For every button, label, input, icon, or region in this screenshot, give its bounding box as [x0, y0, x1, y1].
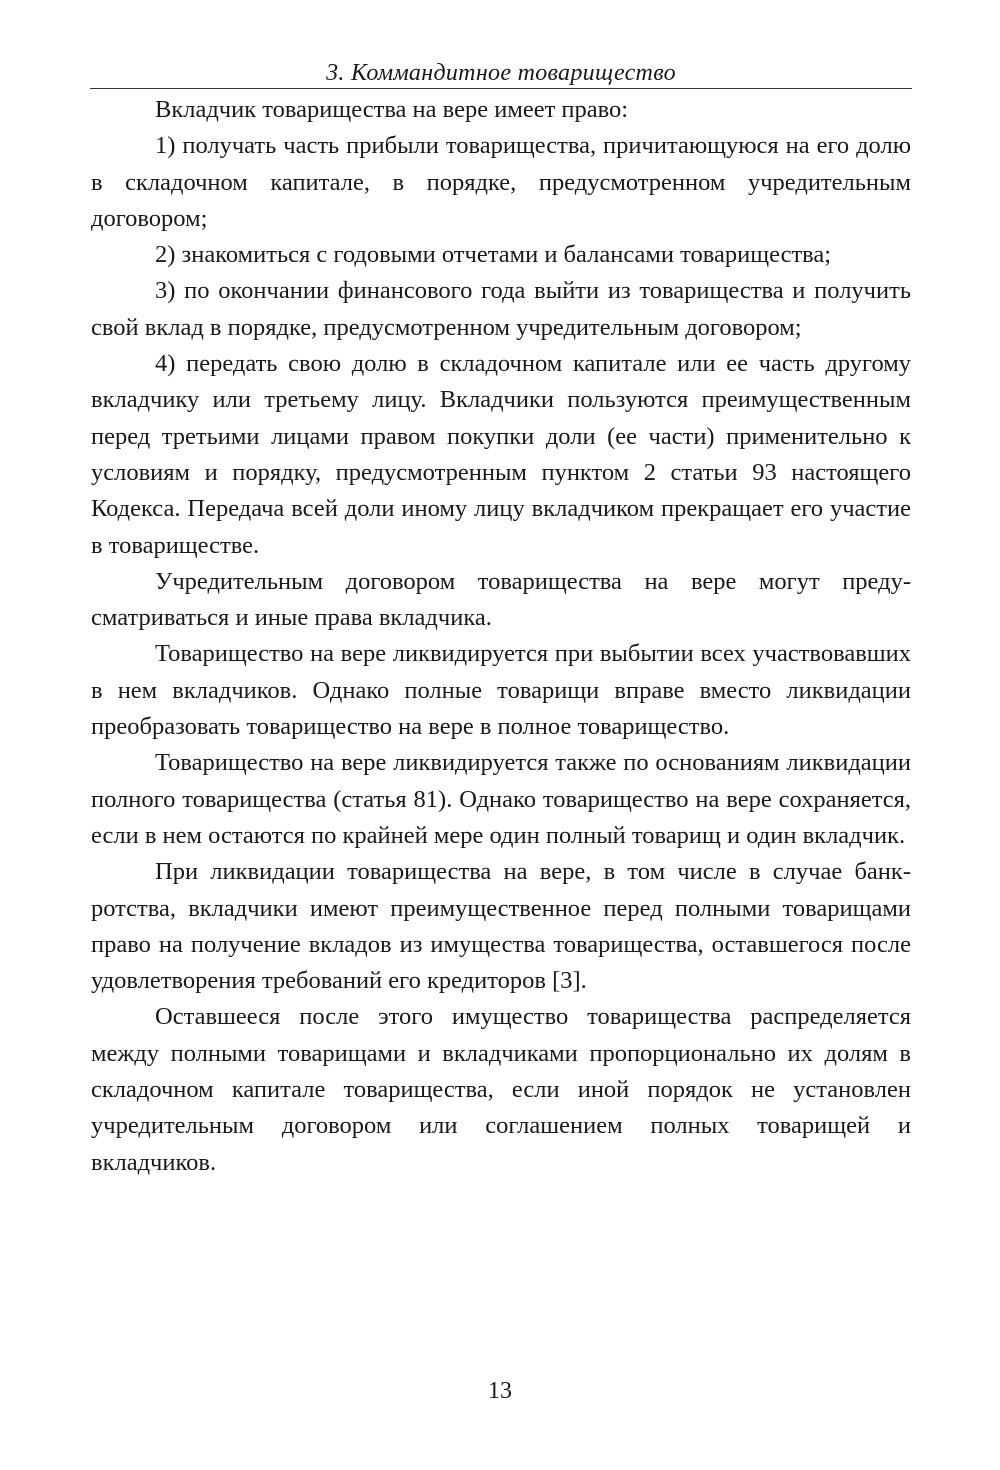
paragraph-rights-intro: Вкладчик товарищества на вере имеет право: [155, 96, 629, 123]
paragraph-right-3: 3) по окончании финансового года выйти из товарищества и получить свой вклад в порядке, предусмотренном учредительным договором; [91, 277, 911, 341]
paragraph-liquidation: Товарищество на вере ликвидируется при выбытии всех участвовавших в нем вкладчиков. Однако полные товарищи вправе вместо ликвидации преобразовать товарищество на вере в полное товарищество. [91, 640, 911, 741]
running-header: 3. Коммандитное товарищество [326, 60, 676, 86]
header-rule [90, 88, 912, 89]
body-text [91, 92, 911, 1181]
paragraph-property-distribution: Оставшееся после этого имущество товарищества распределяется между полными товарищами и вкладчиками пропорционально их долям в складочном капитале товарищества, если иной порядок не установлен учредительным договором или соглашением полных товарищей и вкладчиков. [91, 1003, 911, 1176]
paragraph-right-2: 2) знакомиться с годовыми отчетами и балансами товарищества; [155, 241, 832, 269]
paragraph-other-rights: Учредительным договором товарищества на вере могут предусматриваться и иные права вкладчика. [91, 567, 911, 632]
paragraph-right-4: 4) передать свою долю в складочном капитале или ее часть другому вкладчику или третьему лицу. Вкладчики пользуются преимущественным перед третьими лицами правом покупки доли (ее части) применительно к условиям и порядку, предусмотренным пунктом 2 статьи 93 настоящего Кодекса. Передача всей доли иному лицу вкладчиком прекращает его участие в товариществе. [91, 350, 911, 559]
paragraph-liquidation-priority: При ликвидации товарищества на вере, в том числе в случае банкротства, вкладчики имеют преимущественное перед полными товарищами право на получение вкладов из имущества товарищества, оставшегося после удовлетворения требований его кредиторов [3]. [91, 858, 911, 995]
paragraph-right-1: 1) получать часть прибыли товарищества, причитающуюся на его долю в складочном капитале, в порядке, предусмотренном учредительным договором; [91, 132, 911, 232]
paragraph-liquidation-grounds: Товарищество на вере ликвидируется также по основаниям ликвидации полного товарищества (статья 81). Однако товарищество на вере сохраняется, если в нем остаются по крайней мере один полный товарищ и один вкладчик. [91, 749, 911, 849]
page-number: 13 [488, 1378, 512, 1404]
